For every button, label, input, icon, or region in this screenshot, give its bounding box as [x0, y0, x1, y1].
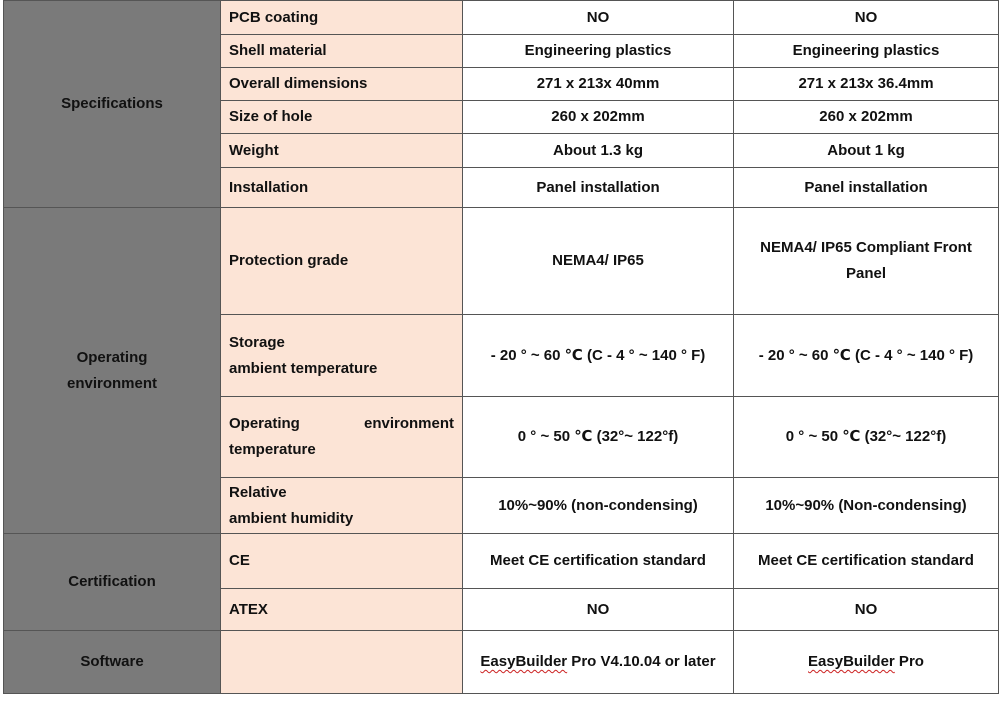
table-row — [4, 631, 999, 694]
section-title-line: Operating — [76, 348, 148, 366]
table-row — [4, 208, 999, 315]
value-a-size-of-hole: 260 x 202mm — [463, 101, 734, 134]
value-a-humidity: 10%~90% (non-condensing) — [463, 478, 734, 534]
value-a-storage-temperature: - 20 ° ~ 60 ℃ (C - 4 ° ~ 140 ° F) — [463, 315, 734, 397]
value-line: NEMA4/ IP65 Compliant Front — [760, 239, 972, 256]
value-a-ce: Meet CE certification standard — [463, 534, 734, 589]
value-a-installation: Panel installation — [463, 168, 734, 208]
specification-table — [3, 0, 999, 694]
value-line: Panel — [845, 265, 887, 282]
row-label-humidity — [221, 478, 463, 534]
value-b-installation: Panel installation — [734, 168, 999, 208]
value-a-software — [463, 631, 734, 694]
value-b-atex: NO — [734, 589, 999, 631]
table-row — [4, 534, 999, 589]
software-name: EasyBuilder — [480, 653, 568, 670]
value-b-weight: About 1 kg — [734, 134, 999, 168]
software-version: Pro — [894, 653, 924, 670]
value-b-storage-temperature: - 20 ° ~ 60 ℃ (C - 4 ° ~ 140 ° F) — [734, 315, 999, 397]
value-a-protection-grade: NEMA4/ IP65 — [463, 208, 734, 315]
section-operating-environment — [4, 208, 221, 534]
value-b-pcb-coating: NO — [734, 1, 999, 35]
row-label-protection-grade: Protection grade — [221, 208, 463, 315]
label-line: temperature — [229, 441, 316, 458]
table-row — [4, 1, 999, 35]
label-line: ambient humidity — [229, 509, 354, 527]
value-b-overall-dimensions: 271 x 213x 36.4mm — [734, 68, 999, 101]
value-a-operating-temperature: 0 ° ~ 50 ℃ (32°~ 122°f) — [463, 397, 734, 478]
section-title-line: environment — [66, 374, 157, 392]
value-a-atex: NO — [463, 589, 734, 631]
row-label-pcb-coating: PCB coating — [221, 1, 463, 35]
row-label-installation: Installation — [221, 168, 463, 208]
value-b-ce: Meet CE certification standard — [734, 534, 999, 589]
value-a-weight: About 1.3 kg — [463, 134, 734, 168]
label-line: Storage — [229, 333, 285, 351]
section-specifications: Specifications — [4, 1, 221, 208]
section-software: Software — [4, 631, 221, 694]
row-label-weight: Weight — [221, 134, 463, 168]
row-label-overall-dimensions: Overall dimensions — [221, 68, 463, 101]
row-label-ce: CE — [221, 534, 463, 589]
row-label-operating-temperature — [221, 397, 463, 478]
label-line: ambient temperature — [229, 359, 378, 377]
row-label-shell-material: Shell material — [221, 35, 463, 68]
row-label-size-of-hole: Size of hole — [221, 101, 463, 134]
label-line: Relative — [229, 483, 287, 501]
value-a-shell-material: Engineering plastics — [463, 35, 734, 68]
row-label-software — [221, 631, 463, 694]
value-b-size-of-hole: 260 x 202mm — [734, 101, 999, 134]
value-b-operating-temperature: 0 ° ~ 50 ℃ (32°~ 122°f) — [734, 397, 999, 478]
value-a-pcb-coating: NO — [463, 1, 734, 35]
value-a-overall-dimensions: 271 x 213x 40mm — [463, 68, 734, 101]
label-line: Operating environment — [229, 415, 454, 432]
value-b-software — [734, 631, 999, 694]
value-b-humidity: 10%~90% (Non-condensing) — [734, 478, 999, 534]
software-name: EasyBuilder — [808, 653, 895, 670]
software-version: Pro V4.10.04 or later — [567, 653, 716, 670]
section-certification: Certification — [4, 534, 221, 631]
row-label-atex: ATEX — [221, 589, 463, 631]
value-b-shell-material: Engineering plastics — [734, 35, 999, 68]
value-b-protection-grade — [734, 208, 999, 315]
row-label-storage-temperature — [221, 315, 463, 397]
